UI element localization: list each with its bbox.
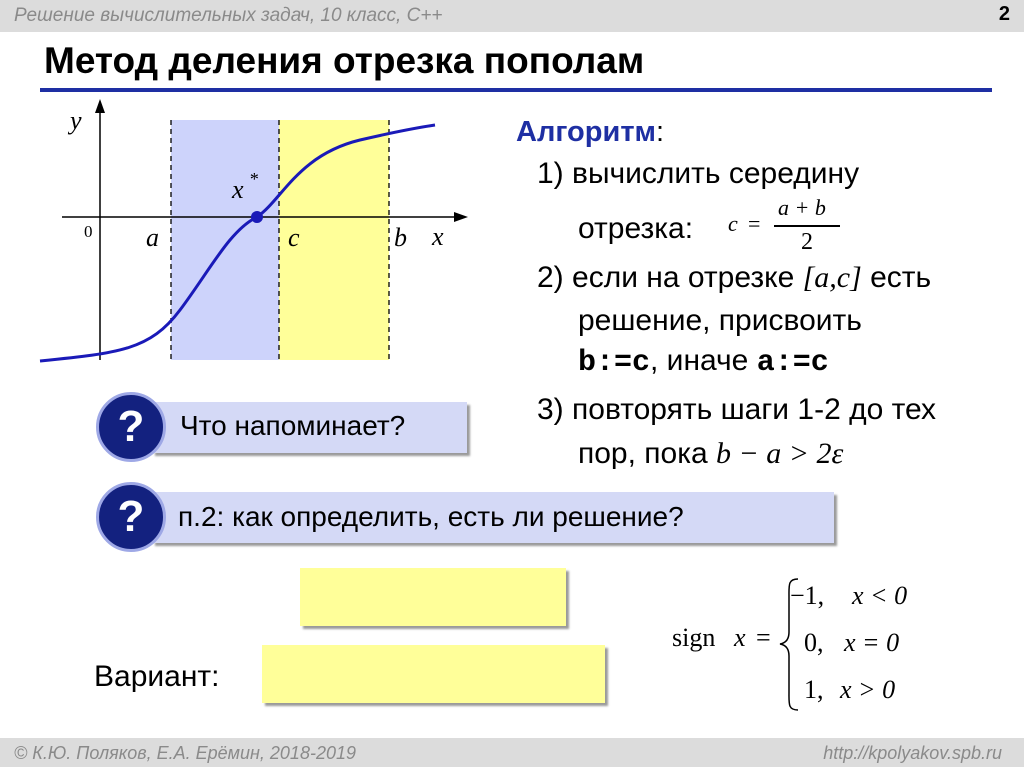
- course-title: Решение вычислительных задач, 10 класс, С++: [14, 5, 443, 26]
- root-point: [251, 211, 263, 223]
- question1-text: Что напоминает?: [180, 410, 406, 441]
- step2-line3: [578, 339, 829, 385]
- root-superscript: *: [249, 169, 258, 189]
- case1-condition: x < 0: [852, 581, 908, 610]
- answer-box-1: [300, 568, 566, 626]
- bisection-graph: [30, 95, 470, 375]
- code-b-assign: b:=c: [578, 346, 651, 380]
- step3-condition: b − a > 2ε: [716, 437, 844, 470]
- midpoint-formula: [728, 195, 848, 260]
- case2-condition: x = 0: [844, 628, 900, 657]
- case3-condition: x > 0: [840, 675, 896, 704]
- y-axis-label: y: [70, 106, 82, 135]
- formula-numerator: a + b: [778, 195, 826, 220]
- formula-denominator: 2: [801, 229, 813, 255]
- step3-text: пор, пока: [578, 437, 717, 470]
- origin-label: 0: [84, 222, 93, 241]
- answer-box-2: [262, 645, 605, 703]
- formula-c: c: [728, 211, 738, 236]
- a-label: a: [146, 223, 159, 252]
- step2-else: , иначе: [650, 344, 757, 377]
- sign-eq: =: [756, 623, 771, 652]
- step1-line2: отрезка:: [578, 212, 694, 245]
- question1-icon: ?: [96, 392, 166, 462]
- step3-line1: 3) повторять шаги 1-2 до тех: [537, 393, 937, 426]
- case2-value: 0,: [804, 628, 824, 657]
- sign-var: x: [734, 623, 746, 652]
- sign-formula: [672, 575, 932, 715]
- question2-text: п.2: как определить, есть ли решение?: [178, 501, 684, 532]
- algorithm-heading: [516, 116, 664, 149]
- formula-fraction-bar: [774, 225, 840, 227]
- slide-title: Метод деления отрезка пополам: [44, 40, 645, 81]
- step3-line2: [578, 432, 843, 476]
- page-number: 2: [998, 3, 1010, 25]
- algorithm-heading-colon: :: [655, 116, 665, 148]
- variant-label: Вариант:: [94, 660, 220, 693]
- b-label: b: [394, 223, 407, 252]
- c-label: c: [288, 223, 300, 252]
- step2-line2: решение, присвоить: [578, 304, 862, 337]
- question2-icon: ?: [96, 482, 166, 552]
- x-axis-arrow: [454, 212, 468, 222]
- step2-line1: [537, 256, 931, 300]
- case1-value: −1,: [790, 581, 825, 610]
- sign-function: sign: [672, 623, 716, 652]
- case3-value: 1,: [804, 675, 824, 704]
- step2-text-pre: 2) если на отрезке: [537, 261, 803, 294]
- x-axis-label: x: [432, 222, 444, 251]
- step1-line1: 1) вычислить середину: [537, 157, 860, 190]
- formula-eq: =: [748, 211, 761, 236]
- step2-interval: [a,c]: [802, 261, 862, 294]
- code-a-assign: a:=c: [756, 346, 829, 380]
- root-label: x: [232, 175, 244, 204]
- left-half-band: [171, 120, 279, 360]
- algorithm-heading-text: Алгоритм: [516, 116, 656, 148]
- copyright: © К.Ю. Поляков, Е.А. Ерёмин, 2018-2019: [14, 743, 356, 763]
- step2-text-post: есть: [861, 261, 932, 294]
- y-axis-arrow: [95, 99, 105, 113]
- site-url-link[interactable]: http://kpolyakov.spb.ru: [823, 743, 1002, 763]
- title-underline: [40, 88, 992, 92]
